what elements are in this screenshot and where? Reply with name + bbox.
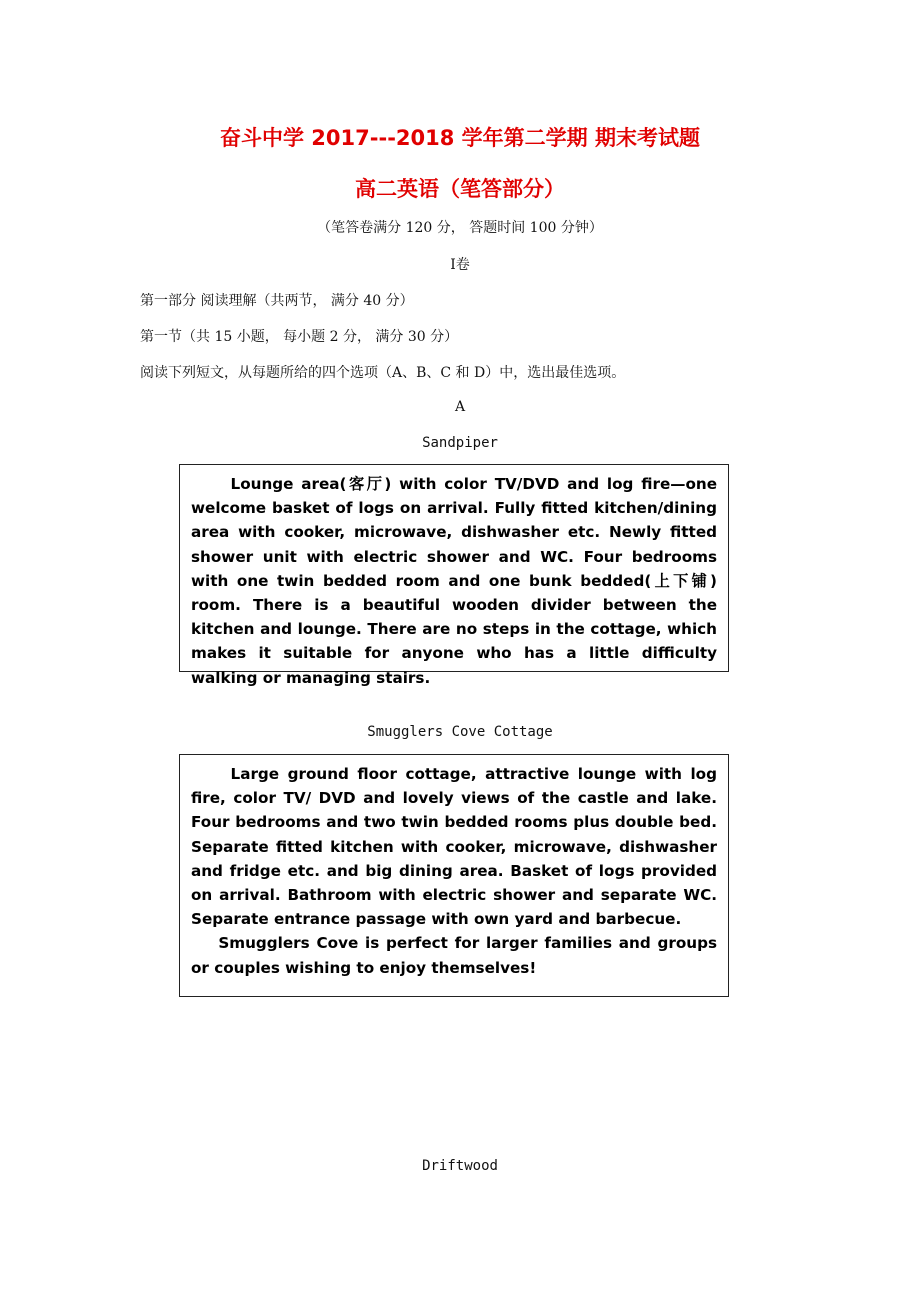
listing-name-smugglers-cove: Smugglers Cove Cottage — [367, 724, 553, 740]
volume-label: Ⅰ卷 — [450, 257, 470, 273]
listing-name-sandpiper: Sandpiper — [422, 435, 498, 451]
listing-box-smugglers-cove — [179, 754, 729, 997]
listing-description: Large ground floor cottage, attractive lounge with log fire, color TV/ DVD and lovely views of the castle and lake. Four bedrooms and two twin bedded rooms plus double bed. Separate fitted kitchen with cooker, microwave, dishwasher and fridge etc. and big dining area. Basket of logs provided on arrival. Bathroom with electric shower and separate WC. Separate entrance passage with own yard and barbecue. — [191, 765, 717, 929]
section-heading: 第一节（共 15 小题， 每小题 2 分， 满分 30 分） — [140, 329, 459, 345]
exam-title: 奋斗中学 2017---2018 学年第二学期 期末考试题 — [220, 126, 700, 150]
listing-box-sandpiper — [179, 464, 729, 687]
exam-subtitle: 高二英语（笔答部分） — [355, 177, 565, 201]
direction-text: 阅读下列短文，从每题所给的四个选项（A、B、C 和 D）中，选出最佳选项。 — [140, 365, 626, 381]
listing-description: Lounge area(客厅) with color TV/DVD and log fire—one welcome basket of logs on arrival. Fully fitted kitchen/dining area with cooker, microwave, dishwasher etc. Newly fitted shower unit with electric shower and WC. Four bedrooms with one twin bedded room and one bunk bedded(上下铺) room. There is a beautiful wooden divider between the kitchen and lounge. There are no steps in the cottage, which makes it suitable for anyone who has a little difficulty walking or managing stairs. — [191, 475, 717, 687]
passage-label: A — [454, 399, 466, 415]
listing-name-driftwood: Driftwood — [422, 1158, 498, 1174]
listing-description-extra: Smugglers Cove is perfect for larger families and groups or couples wishing to enjoy themselves! — [191, 934, 717, 977]
score-note: （笔答卷满分 120 分， 答题时间 100 分钟） — [317, 220, 603, 236]
part-heading: 第一部分 阅读理解（共两节， 满分 40 分） — [140, 293, 414, 309]
